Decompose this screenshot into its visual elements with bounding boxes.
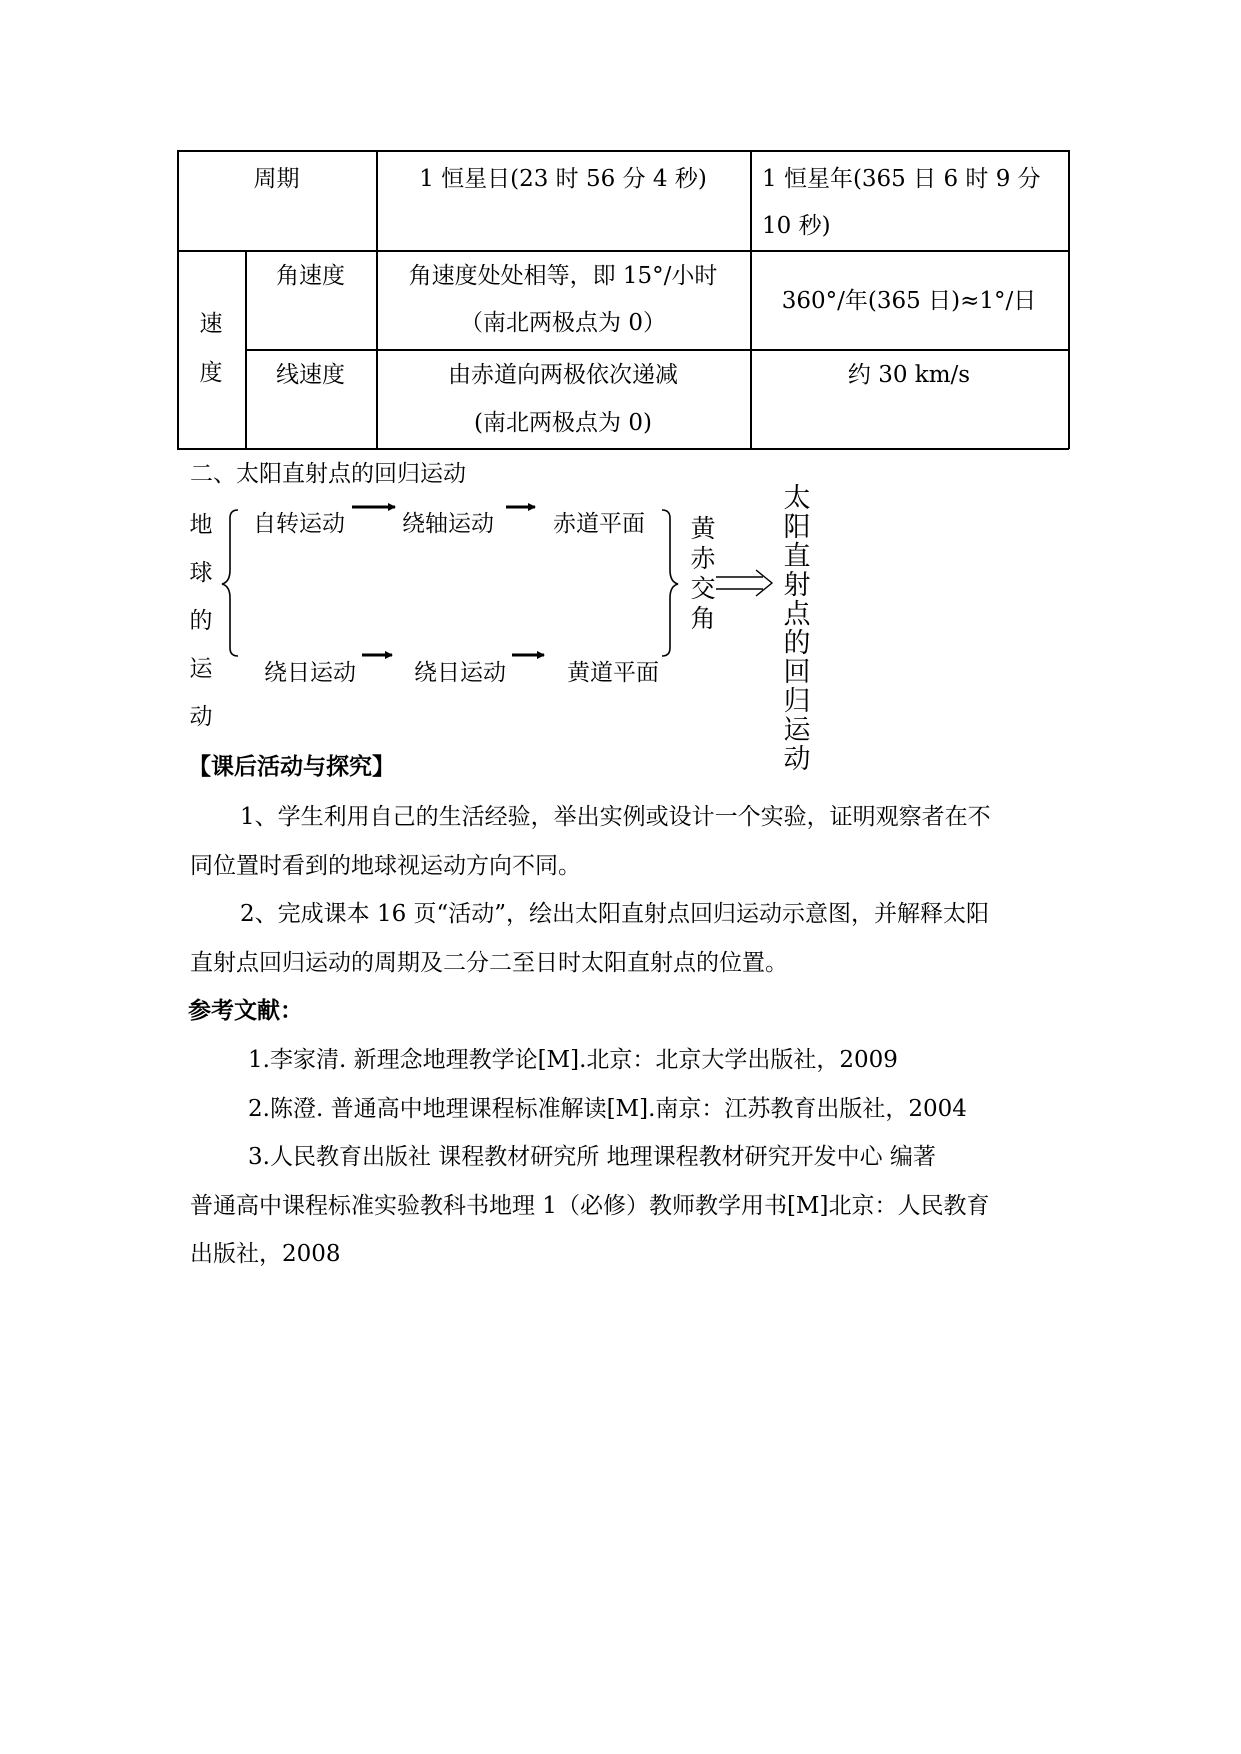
diagram-left-char: 运: [189, 656, 213, 682]
speed-label-char2: 度: [199, 360, 223, 386]
result-char: 归: [783, 686, 811, 717]
reference-1: 1.李家清. 新理念地理教学论[M].北京：北京大学出版社，2009: [248, 1047, 898, 1073]
obliquity-char: 黄: [690, 514, 716, 543]
angular-rotation-line2: （南北两极点为 0）: [460, 310, 666, 336]
reference-3-line1: 3.人民教育出版社 课程教材研究所 地理课程教材研究开发中心 编著: [248, 1144, 936, 1170]
obliquity-char: 角: [690, 604, 716, 633]
angular-revolution: 360°/年(365 日)≈1°/日: [781, 288, 1037, 314]
diagram-top-item: 赤道平面: [553, 511, 645, 537]
diagram-bottom-item: 黄道平面: [567, 660, 659, 686]
diagram-bottom-item: 绕日运动: [414, 660, 506, 686]
diagram-left-char: 动: [189, 704, 213, 730]
result-char: 阳: [783, 512, 811, 543]
activity-1-line1: 1、学生利用自己的生活经验，举出实例或设计一个实验，证明观察者在不: [240, 804, 991, 830]
period-rotation: 1 恒星日(23 时 56 分 4 秒): [419, 166, 707, 192]
linear-rotation-line2: (南北两极点为 0): [474, 410, 652, 436]
activity-2-line1: 2、完成课本 16 页“活动”，绘出太阳直射点回归运动示意图，并解释太阳: [240, 901, 990, 927]
speed-label-char1: 速: [199, 311, 223, 337]
angular-rotation-line1: 角速度处处相等，即 15°/小时: [408, 263, 718, 289]
activity-2-line2: 直射点回归运动的周期及二分二至日时太阳直射点的位置。: [190, 950, 788, 976]
diagram-left-char: 地: [189, 512, 213, 538]
diagram-left-char: 的: [189, 608, 213, 634]
references-heading: 参考文献：: [188, 997, 303, 1024]
period-revolution-line1: 1 恒星年(365 日 6 时 9 分: [762, 166, 1041, 192]
result-char: 回: [783, 657, 811, 688]
result-char: 运: [783, 715, 811, 746]
result-char: 的: [783, 628, 811, 659]
period-label: 周期: [253, 166, 300, 192]
result-char: 点: [783, 599, 811, 630]
activities-heading: 【课后活动与探究】: [188, 753, 395, 780]
reference-3-line2: 普通高中课程标准实验教科书地理 1（必修）教师教学用书[M]北京：人民教育: [190, 1193, 990, 1219]
double-arrow-icon: [716, 570, 772, 596]
obliquity-char: 交: [690, 574, 716, 603]
diagram-top-item: 自转运动: [253, 511, 345, 537]
result-char: 射: [783, 570, 811, 601]
result-char: 太: [783, 483, 811, 514]
diagram-bottom-item: 绕日运动: [264, 660, 356, 686]
obliquity-char: 赤: [690, 544, 716, 573]
result-char: 直: [783, 541, 811, 572]
linear-label: 线速度: [276, 362, 345, 388]
result-char: 动: [783, 744, 811, 775]
reference-3-line3: 出版社，2008: [190, 1241, 341, 1267]
left-brace-icon: [222, 510, 238, 656]
section2-title: 二、太阳直射点的回归运动: [190, 461, 466, 487]
activity-1-line2: 同位置时看到的地球视运动方向不同。: [190, 853, 581, 879]
right-brace-icon: [662, 510, 678, 656]
linear-revolution: 约 30 km/s: [847, 362, 971, 388]
angular-label: 角速度: [276, 263, 345, 289]
diagram-top-item: 绕轴运动: [402, 511, 494, 537]
diagram-left-char: 球: [189, 560, 213, 586]
linear-rotation-line1: 由赤道向两极依次递减: [448, 362, 678, 388]
period-revolution-line2: 10 秒): [762, 213, 831, 239]
reference-2: 2.陈澄. 普通高中地理课程标准解读[M].南京：江苏教育出版社，2004: [248, 1096, 967, 1122]
